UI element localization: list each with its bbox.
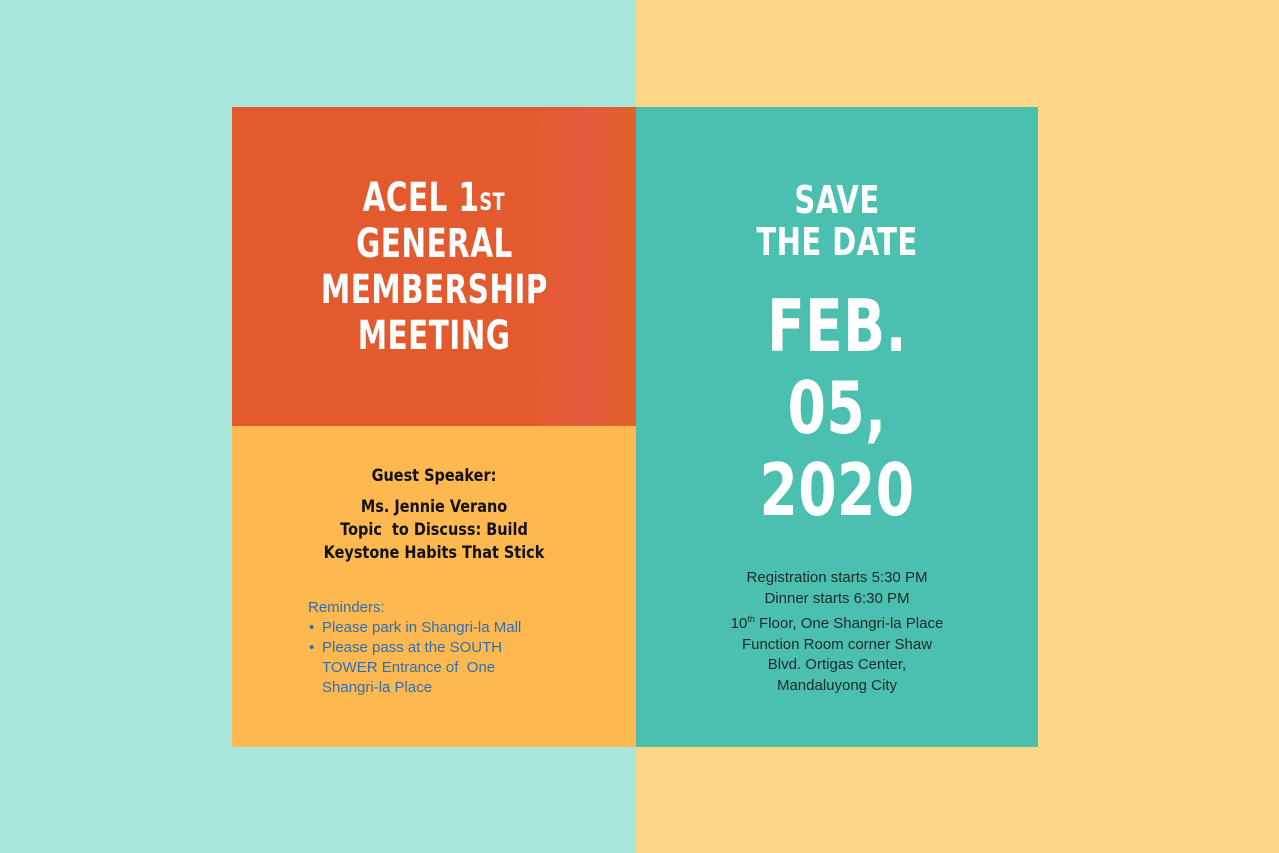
reminder-item-continued: TOWER Entrance of One	[322, 659, 496, 676]
event-date-day: 05,	[787, 366, 887, 450]
guest-speaker-details	[262, 496, 605, 565]
dinner-time: Dinner starts 6:30 PM	[764, 589, 910, 607]
venue-room: Function Room corner Shaw	[741, 635, 933, 653]
event-details	[636, 568, 1038, 696]
save-line-2: THE DATE	[756, 220, 918, 264]
title-line-2: GENERAL	[355, 220, 513, 267]
venue-floor: 10th Floor, One Shangri-la Place	[730, 614, 944, 632]
date-panel	[636, 107, 1038, 747]
title-panel	[232, 107, 636, 426]
topic-line-1: Topic to Discuss: Build	[340, 520, 528, 540]
venue-address: Blvd. Ortigas Center,	[767, 656, 907, 673]
title-line-4: MEETING	[357, 312, 511, 359]
title-line-3: MEMBERSHIP	[320, 266, 548, 313]
guest-speaker-label: Guest Speaker:	[371, 466, 497, 486]
reminders-label: Reminders:	[308, 599, 385, 616]
reminder-item: • Please park in Shangri-la Mall	[322, 618, 521, 638]
registration-time: Registration starts 5:30 PM	[746, 569, 928, 586]
reminder-item-continued: Shangri-la Place	[322, 679, 433, 696]
event-date	[666, 285, 1008, 531]
info-panel	[232, 426, 636, 747]
topic-line-2: Keystone Habits That Stick	[323, 543, 545, 563]
save-the-date-heading	[666, 179, 1008, 263]
title-line-1: ACEL 1ST	[362, 174, 506, 221]
save-line-1: SAVE	[794, 178, 880, 222]
event-date-year: 2020	[759, 448, 915, 532]
guest-speaker-name: Ms. Jennie Verano	[360, 497, 508, 517]
event-date-month: FEB.	[767, 284, 907, 368]
reminders	[308, 598, 521, 698]
venue-city: Mandaluyong City	[776, 676, 898, 694]
reminders-list	[308, 618, 521, 698]
reminder-item: • Please pass at the SOUTH	[322, 638, 521, 658]
